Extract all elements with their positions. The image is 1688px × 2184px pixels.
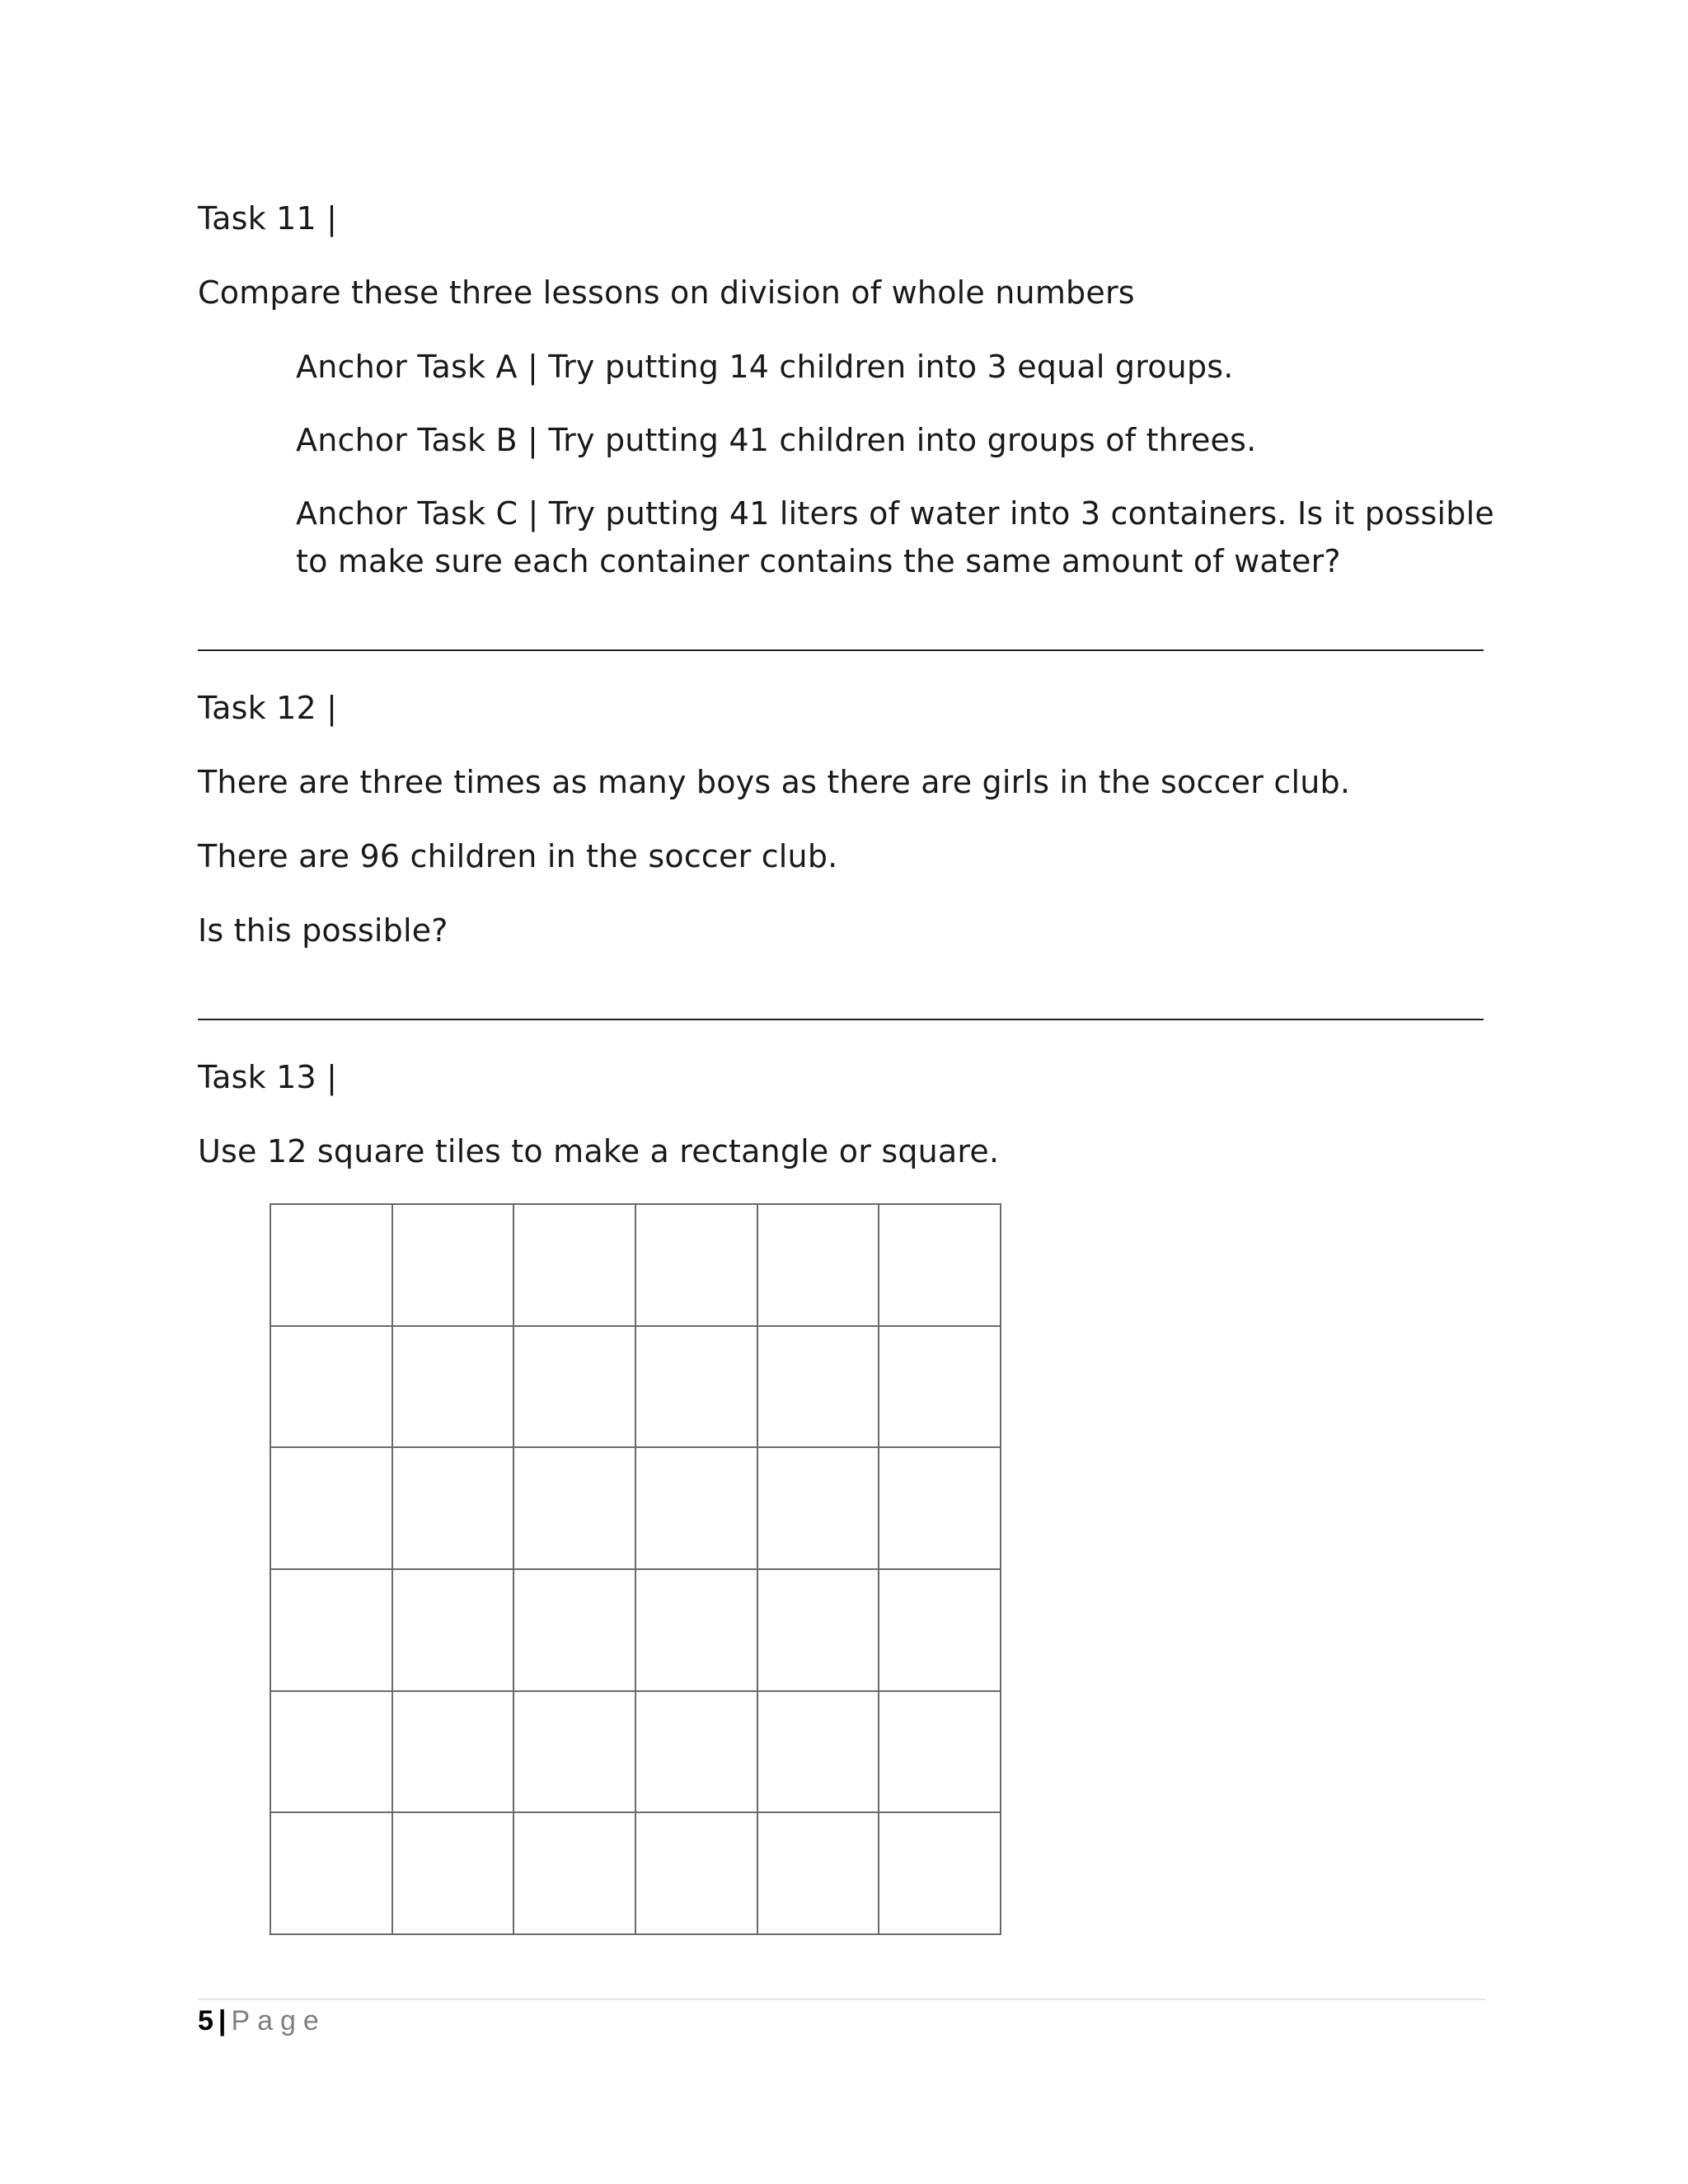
grid-cell <box>636 1813 758 1935</box>
square-tile-grid <box>270 1203 1001 1935</box>
grid-cell <box>879 1205 1001 1327</box>
page-label: Page <box>231 2005 326 2036</box>
grid-cell <box>271 1813 393 1935</box>
grid-cell <box>514 1813 636 1935</box>
grid-cell <box>879 1327 1001 1449</box>
grid-cell <box>271 1570 393 1692</box>
grid-cell <box>393 1205 515 1327</box>
page-separator: | <box>218 2005 227 2036</box>
grid-cell <box>393 1448 515 1570</box>
grid-cell <box>514 1448 636 1570</box>
grid-cell <box>514 1692 636 1814</box>
grid-cell <box>393 1327 515 1449</box>
grid-cell <box>879 1448 1001 1570</box>
grid-cell <box>393 1692 515 1814</box>
grid-cell <box>271 1205 393 1327</box>
grid-cell <box>879 1813 1001 1935</box>
grid-cell <box>879 1570 1001 1692</box>
grid-cell <box>271 1448 393 1570</box>
grid-cell <box>636 1327 758 1449</box>
grid-cell <box>758 1205 880 1327</box>
grid-cell <box>758 1448 880 1570</box>
grid-cell <box>758 1327 880 1449</box>
grid-cell <box>879 1692 1001 1814</box>
grid-cell <box>636 1692 758 1814</box>
anchor-task-c: Anchor Task C | Try putting 41 liters of water into 3 containers. Is it possible to make sure each container contains the same amount of water? <box>296 495 1494 579</box>
grid-cell <box>393 1570 515 1692</box>
grid-cell <box>393 1813 515 1935</box>
task-11-intro: Compare these three lessons on division of whole numbers <box>198 274 1135 311</box>
section-divider <box>198 1019 1484 1020</box>
grid-cell <box>514 1570 636 1692</box>
grid-cell <box>636 1570 758 1692</box>
grid-cell <box>758 1813 880 1935</box>
grid-cell <box>758 1692 880 1814</box>
grid-cell <box>514 1327 636 1449</box>
grid-cell <box>271 1692 393 1814</box>
page-number: 5 <box>198 2005 213 2036</box>
task-13-prompt: Use 12 square tiles to make a rectangle or square. <box>198 1133 1000 1169</box>
grid-cell <box>271 1327 393 1449</box>
section-divider <box>198 649 1484 651</box>
grid-cell <box>636 1205 758 1327</box>
task-13-heading: Task 13 | <box>198 1059 338 1095</box>
grid-cell <box>636 1448 758 1570</box>
page-footer <box>198 2004 326 2037</box>
task-12-line-2: There are 96 children in the soccer club. <box>198 838 838 874</box>
anchor-task-a: Anchor Task A | Try putting 14 children into 3 equal groups. <box>296 349 1234 385</box>
anchor-task-b: Anchor Task B | Try putting 41 children into groups of threes. <box>296 422 1257 458</box>
task-12-line-3: Is this possible? <box>198 912 448 949</box>
task-12-line-1: There are three times as many boys as there are girls in the soccer club. <box>198 764 1351 800</box>
footer-divider <box>198 1999 1485 2000</box>
task-12-heading: Task 12 | <box>198 690 338 726</box>
grid-cell <box>514 1205 636 1327</box>
grid-cell <box>758 1570 880 1692</box>
task-11-heading: Task 11 | <box>198 200 338 237</box>
